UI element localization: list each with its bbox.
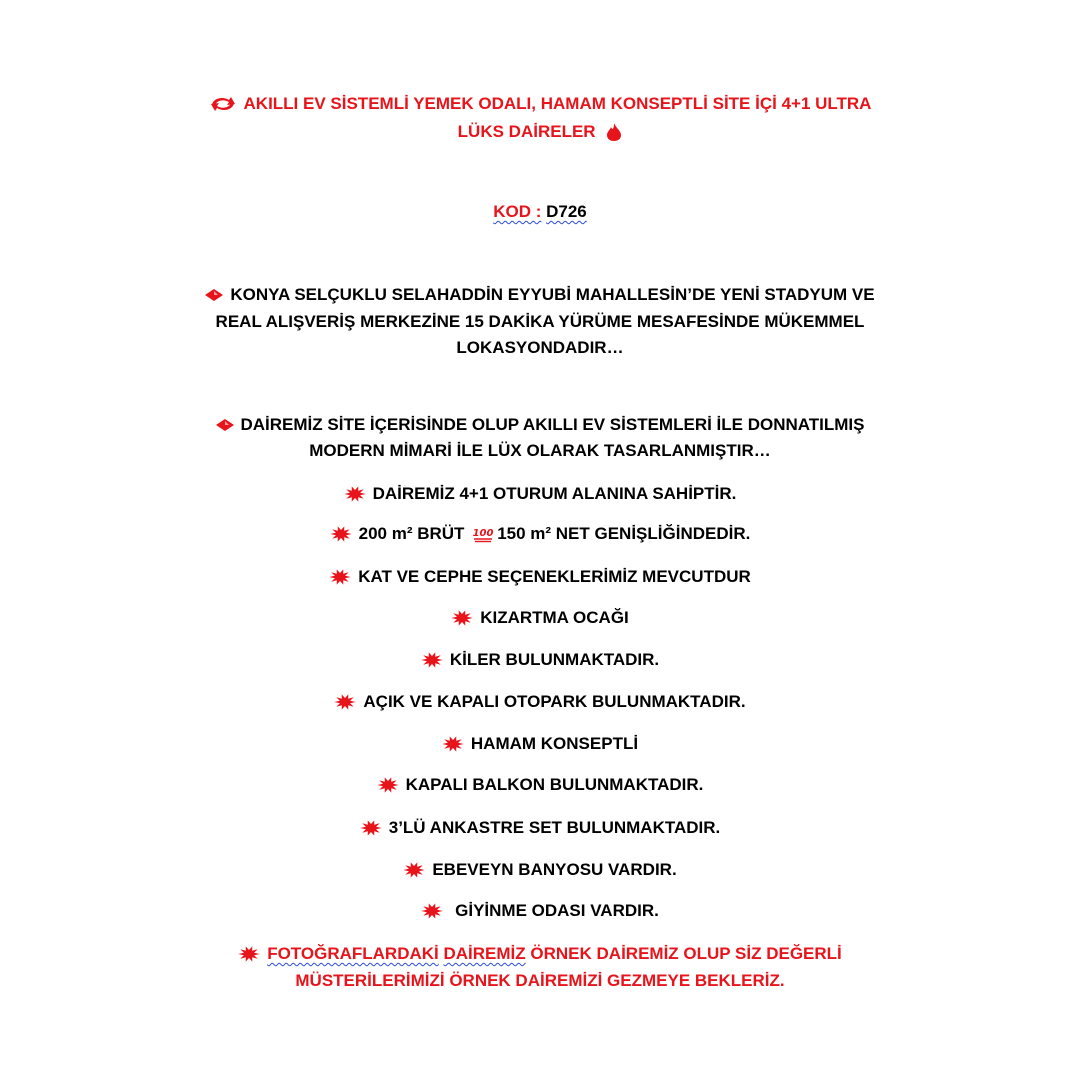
code-label: KOD : [493,202,542,221]
footer-text-2: MÜSTERİLERİMİZİ ÖRNEK DAİREMİZİ GEZMEYE BEKLERİZ. [295,971,785,990]
description-line-1 [0,411,1080,439]
description-text-2: MODERN MİMARİ İLE LÜX OLARAK TASARLANMIŞTIR… [309,441,771,460]
location-text-2: REAL ALIŞVERİŞ MERKEZİNE 15 DAKİKA YÜRÜME MESAFESİNDE MÜKEMMEL [215,312,865,331]
title-line-2 [0,118,1080,146]
feature-text: HAMAM KONSEPTLİ [470,734,639,753]
feature-item [0,480,1080,508]
burst-icon [442,736,464,752]
hundred-points-badge: 100 [472,527,494,539]
feature-text: GİYİNME ODASI VARDIR. [455,901,659,920]
location-line-2 [0,308,1080,336]
feature-item [0,856,1080,884]
drop-icon [606,122,622,142]
burst-icon [330,526,352,542]
feature-text: 3’LÜ ANKASTRE SET BULUNMAKTADIR. [388,818,721,837]
feature-item [0,730,1080,758]
burst-icon [421,652,443,668]
arrows-cycle-icon [209,95,237,113]
burst-icon [344,486,366,502]
footer-text-1: ÖRNEK DAİREMİZ OLUP SİZ DEĞERLİ [530,944,842,963]
burst-icon [329,569,351,585]
burst-icon [238,946,260,962]
location-text-3: LOKASYONDADIR… [456,338,624,357]
description-line-2 [0,437,1080,465]
feature-item [0,563,1080,591]
burst-icon [360,820,382,836]
feature-item [0,771,1080,799]
burst-icon [403,862,425,878]
feature-text-before: 200 m² BRÜT [358,524,465,543]
feature-text-after: 150 m² NET GENİŞLİĞİNDEDİR. [497,524,751,543]
diamond-icon [205,289,223,301]
feature-item [0,814,1080,842]
location-line-1 [0,281,1080,309]
feature-item [0,688,1080,716]
diamond-icon [216,419,234,431]
feature-text: DAİREMİZ 4+1 OTURUM ALANINA SAHİPTİR. [372,484,737,503]
footer-line-2 [0,967,1080,995]
burst-icon [451,610,473,626]
title-text-1: AKILLI EV SİSTEMLİ YEMEK ODALI, HAMAM KONSEPTLİ SİTE İÇİ 4+1 ULTRA [243,94,872,113]
feature-item [0,646,1080,674]
hundred-points-icon [472,525,494,543]
footer-underlined-1: FOTOĞRAFLARDAKİ [267,944,439,963]
feature-text: KİLER BULUNMAKTADIR. [449,650,660,669]
title-text-2: LÜKS DAİRELER [457,122,596,141]
title-line-1 [0,90,1080,118]
footer-underlined-2: DAİREMİZ [443,944,526,963]
code-line [0,198,1080,226]
feature-text: KAT VE CEPHE SEÇENEKLERİMİZ MEVCUTDUR [358,567,751,586]
code-value: D726 [546,202,587,221]
burst-icon [421,903,443,919]
feature-text: KAPALI BALKON BULUNMAKTADIR. [405,775,704,794]
description-text-1: DAİREMİZ SİTE İÇERİSİNDE OLUP AKILLI EV SİSTEMLERİ İLE DONNATILMIŞ [240,415,865,434]
feature-text: EBEVEYN BANYOSU VARDIR. [432,860,677,879]
feature-text: KIZARTMA OCAĞI [480,608,629,627]
burst-icon [334,694,356,710]
feature-text: AÇIK VE KAPALI OTOPARK BULUNMAKTADIR. [363,692,746,711]
burst-icon [377,777,399,793]
location-line-3 [0,334,1080,362]
feature-item [0,520,1080,548]
location-text-1: KONYA SELÇUKLU SELAHADDİN EYYUBİ MAHALLESİN’DE YENİ STADYUM VE [230,285,875,304]
feature-item [0,897,1080,925]
footer-line-1 [0,940,1080,968]
feature-item [0,604,1080,632]
